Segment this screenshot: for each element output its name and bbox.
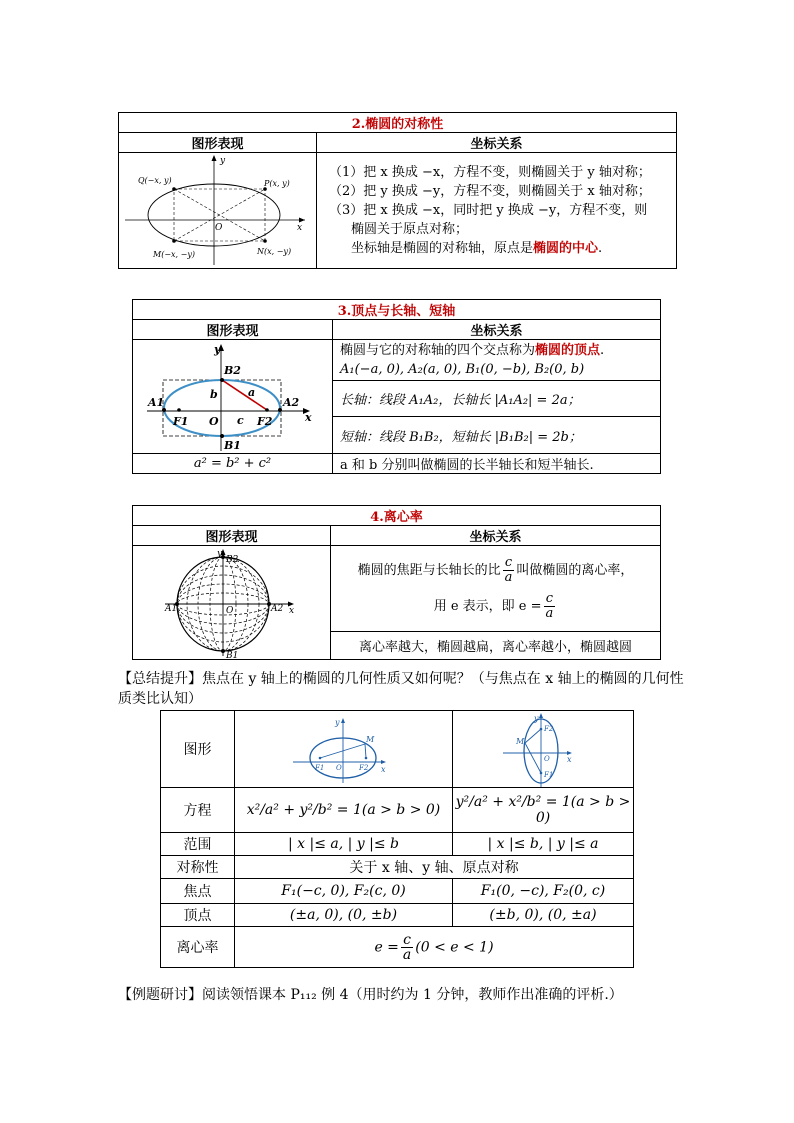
vertex-b2-label: B2 — [224, 363, 241, 377]
row-label-figure: 图形 — [161, 711, 235, 788]
horizontal-ellipse-figure — [235, 711, 451, 787]
axis-label-y: y — [220, 156, 226, 166]
rule-line-3: （3）把 x 换成 −x，同时把 y 换成 −y，方程不变，则 — [329, 203, 648, 218]
axis-label-x: x — [289, 606, 295, 616]
vertex-definition — [340, 341, 660, 360]
eccentricity-rhs: (0 < e < 1) — [415, 939, 494, 955]
vertex-a2-label: A2 — [271, 604, 284, 614]
rule-line-4: 椭圆关于原点对称； — [351, 222, 469, 237]
section-title: 2.椭圆的对称性 — [119, 113, 677, 133]
symmetry-table — [118, 112, 677, 269]
row-label-eccentricity: 离心率 — [161, 927, 235, 968]
focus-f2-label: F2 — [359, 764, 369, 772]
symmetry-figure-cell — [119, 153, 317, 269]
eccentricity-figure-cell — [133, 546, 331, 660]
point-q-label: Q(−x, y) — [138, 176, 172, 185]
fraction-numerator: c — [545, 590, 554, 606]
c-over-a-fraction — [401, 933, 413, 962]
symmetry-text-cell — [317, 153, 677, 269]
eccentricity-ellipse-figure — [133, 546, 329, 659]
vertex-y-major: (±b, 0), (0, ±a) — [453, 904, 634, 927]
eccentricity-denote: 用 e 表示，即 e = — [433, 598, 542, 614]
comparison-table — [160, 710, 634, 968]
vertex-b1-label: B1 — [224, 438, 241, 452]
symmetry-ellipse-figure — [119, 153, 315, 268]
eccentricity-definition — [331, 553, 660, 589]
semi-minor-b-label: b — [210, 387, 218, 401]
eccentricity-value — [235, 927, 634, 968]
major-axis-text: 长轴：线段 A₁A₂，长轴长 |A₁A₂| = 2a； — [333, 381, 661, 417]
column-header: 图形表现 — [133, 526, 331, 546]
axis-label-y: y — [534, 714, 539, 723]
row-label-range: 范围 — [161, 833, 235, 856]
summary-line-1: 【总结提升】焦点在 y 轴上的椭圆的几何性质又如何呢？（与焦点在 x 轴上的椭圆的几何性 — [118, 671, 684, 687]
column-header: 坐标关系 — [331, 526, 661, 546]
rule-line-5-end: . — [598, 241, 603, 256]
section-title: 4.离心率 — [133, 506, 661, 526]
focus-x-major: F₁(−c, 0), F₂(c, 0) — [235, 879, 453, 904]
vertex-a1-label: A1 — [165, 604, 178, 614]
horizontal-ellipse-cell — [235, 711, 453, 788]
axis-label-y: y — [335, 718, 340, 727]
origin-label: O — [209, 414, 219, 428]
vertex-a2-label: A2 — [283, 395, 300, 409]
vertex-figure-cell — [133, 340, 333, 454]
vertical-ellipse-figure — [453, 711, 632, 787]
summary-line-2: 质类比认知） — [118, 691, 202, 707]
rule-line-1: （1）把 x 换成 −x，方程不变，则椭圆关于 y 轴对称； — [329, 165, 651, 180]
axis-label-x: x — [297, 223, 303, 233]
focus-f1-label: F1 — [544, 771, 554, 779]
fraction-denominator: a — [504, 569, 513, 585]
range-x-major: | x |≤ a, | y |≤ b — [235, 833, 453, 856]
eccentricity-definition-text: 椭圆的焦距与长轴长的比 — [357, 562, 501, 578]
column-header: 坐标关系 — [317, 133, 677, 153]
point-m-label: M — [366, 735, 375, 744]
point-m-label: M(−x, −y) — [153, 250, 195, 259]
vertical-ellipse-cell — [453, 711, 634, 788]
semi-major-a-label: a — [248, 385, 256, 399]
focus-f1-label: F1 — [315, 764, 325, 772]
origin-label: O — [544, 755, 550, 763]
point-n-label: N(x, −y) — [257, 247, 292, 256]
eccentricity-note: 离心率越大，椭圆越扁，离心率越小，椭圆越圆 — [331, 632, 661, 660]
fraction-numerator: c — [403, 931, 411, 948]
rule-line-5 — [329, 239, 676, 258]
vertex-a1-label: A1 — [148, 395, 165, 409]
c-over-a-fraction — [544, 592, 556, 621]
focus-f2-label: F2 — [257, 414, 273, 428]
vertex-coordinates: A₁(−a, 0), A₂(a, 0), B₁(0, −b), B₂(0, b) — [340, 362, 585, 377]
origin-label: O — [226, 606, 234, 616]
row-label-equation: 方程 — [161, 788, 235, 833]
origin-label: O — [336, 764, 342, 772]
example-paragraph: 【例题研讨】阅读领悟课本 P₁₁₂ 例 4（用时约为 1 分钟，教师作出准确的评析.） — [118, 987, 623, 1003]
column-header: 坐标关系 — [333, 320, 661, 340]
origin-label: O — [215, 223, 223, 233]
section-title: 3.顶点与长轴、短轴 — [133, 300, 661, 320]
center-term: 椭圆的中心 — [533, 241, 599, 256]
equation-x-major: x²/a² + y²/b² = 1(a > b > 0) — [235, 788, 453, 833]
point-m-label: M — [516, 737, 525, 746]
abc-relation: a² = b² + c² — [133, 454, 333, 474]
row-label-vertex: 顶点 — [161, 904, 235, 927]
point-p-label: P(x, y) — [264, 179, 290, 188]
vertex-b1-label: B1 — [226, 651, 239, 659]
axis-label-x: x — [381, 765, 386, 774]
axis-label-y: y — [217, 549, 223, 559]
summary-paragraph — [118, 669, 688, 709]
eccentricity-lhs: e = — [374, 939, 399, 955]
row-label-symmetry: 对称性 — [161, 856, 235, 879]
focus-f2-label: F2 — [544, 725, 554, 733]
focus-f1-label: F1 — [173, 414, 189, 428]
axis-label-y: y — [214, 342, 221, 356]
eccentricity-formula — [331, 589, 660, 625]
eccentricity-definition-end: 叫做椭圆的离心率， — [516, 562, 634, 578]
focus-y-major: F₁(0, −c), F₂(0, c) — [453, 879, 634, 904]
vertex-definition-cell — [333, 340, 661, 381]
axis-label-x: x — [567, 755, 572, 764]
eccentricity-table — [132, 505, 661, 660]
semi-axis-text: a 和 b 分别叫做椭圆的长半轴长和短半轴长. — [333, 454, 661, 474]
vertex-table — [132, 299, 661, 474]
vertex-b2-label: B2 — [226, 555, 239, 565]
fraction-numerator: c — [504, 554, 513, 570]
c-over-a-fraction — [503, 556, 515, 585]
vertex-x-major: (±a, 0), (0, ±b) — [235, 904, 453, 927]
rule-line-2: （2）把 y 换成 −y，方程不变，则椭圆关于 x 轴对称； — [329, 184, 651, 199]
row-label-focus: 焦点 — [161, 879, 235, 904]
vertex-definition-end: . — [600, 343, 605, 358]
rule-line-5-text: 坐标轴是椭圆的对称轴，原点是 — [351, 241, 534, 256]
fraction-denominator: a — [402, 946, 412, 963]
symmetry-value: 关于 x 轴、y 轴、原点对称 — [235, 856, 634, 879]
column-header: 图形表现 — [133, 320, 333, 340]
vertex-term: 椭圆的顶点 — [535, 343, 601, 358]
fraction-denominator: a — [545, 605, 554, 621]
vertex-definition-text: 椭圆与它的对称轴的四个交点称为 — [340, 343, 536, 358]
eccentricity-definition-cell — [331, 546, 661, 632]
axis-label-x: x — [305, 410, 312, 424]
minor-axis-text: 短轴：线段 B₁B₂，短轴长 |B₁B₂| = 2b； — [333, 417, 661, 454]
column-header: 图形表现 — [119, 133, 317, 153]
equation-y-major: y²/a² + x²/b² = 1(a > b > 0) — [453, 788, 634, 833]
range-y-major: | x |≤ b, | y |≤ a — [453, 833, 634, 856]
focal-c-label: c — [237, 413, 244, 427]
vertex-ellipse-figure — [133, 341, 331, 453]
